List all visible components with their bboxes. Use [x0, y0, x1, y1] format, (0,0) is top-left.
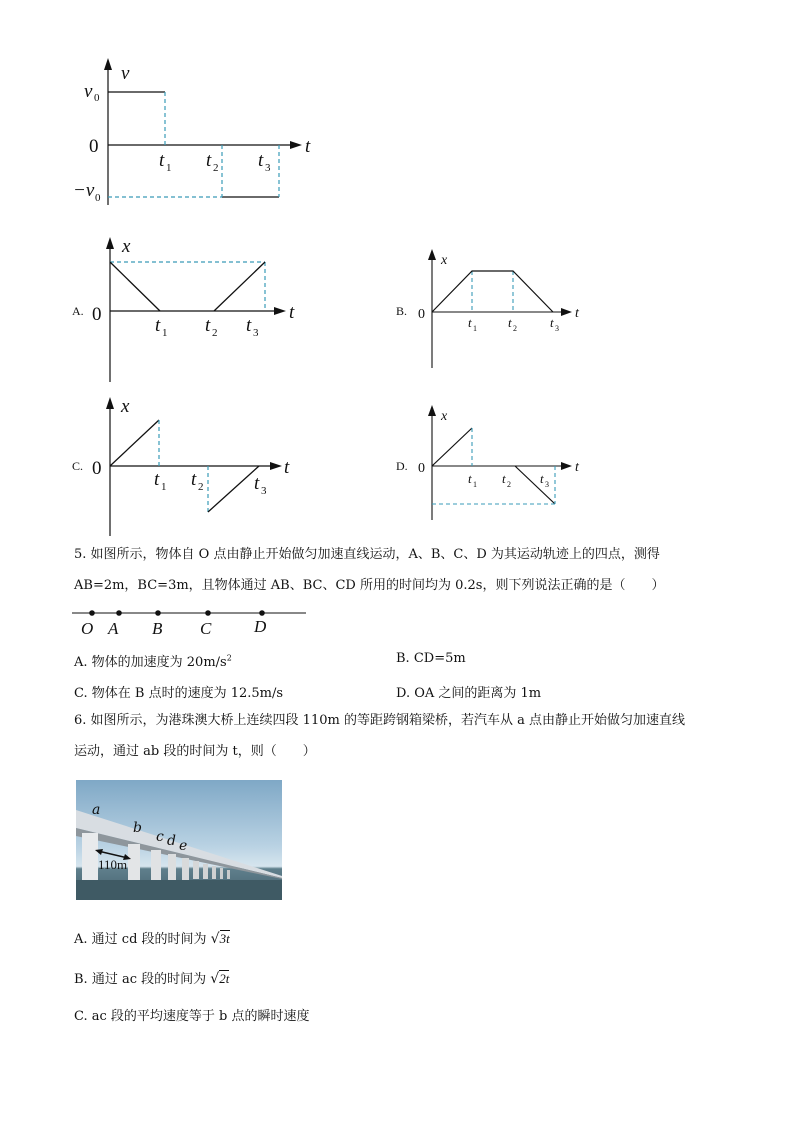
- sqrt-icon: √: [210, 971, 220, 987]
- q5-option-d[interactable]: D. OA 之间的距离为 1m: [396, 686, 542, 701]
- option-d-label: D.: [396, 459, 408, 473]
- q5-stem-line1: 5. 如图所示，物体自 O 点由静止开始做匀加速直线运动，A、B、C、D 为其运动轨迹上的四点，测得: [74, 547, 660, 562]
- svg-text:t: t: [254, 473, 260, 494]
- photo-label-e: e: [179, 838, 188, 854]
- vt-tick-t1-sub: 1: [166, 162, 172, 174]
- svg-text:O: O: [81, 619, 94, 638]
- point-o: [89, 610, 95, 616]
- svg-text:t: t: [155, 315, 161, 336]
- photo-label-a: a: [92, 802, 101, 818]
- svg-text:3: 3: [253, 327, 259, 339]
- q6-option-a-text: A. 通过 cd 段的时间为: [74, 932, 207, 947]
- q6-option-b[interactable]: [74, 968, 229, 987]
- svg-text:0: 0: [418, 461, 425, 476]
- option-b-label: B.: [396, 304, 408, 318]
- svg-text:t: t: [550, 315, 554, 330]
- vt-tick-t2-sub: 2: [213, 162, 219, 174]
- svg-text:t: t: [246, 315, 252, 336]
- bridge-photo: [76, 780, 282, 900]
- svg-text:x: x: [121, 396, 130, 417]
- point-c: [205, 610, 211, 616]
- vt-tick-t2: t: [206, 150, 212, 171]
- q5-option-a[interactable]: [74, 651, 232, 670]
- svg-text:1: 1: [473, 480, 477, 489]
- a-x-label: t: [289, 302, 295, 323]
- svg-text:t: t: [468, 315, 472, 330]
- vt-tick-negv0: −v: [73, 180, 95, 201]
- option-a-label: A.: [72, 304, 84, 318]
- q5-option-a-sup: 2: [226, 653, 232, 663]
- svg-text:0: 0: [418, 307, 425, 322]
- q6-option-c[interactable]: C. ac 段的平均速度等于 b 点的瞬时速度: [74, 1009, 310, 1024]
- q6-option-b-math: 2t: [219, 971, 230, 986]
- point-b: [155, 610, 161, 616]
- vt-tick-v0: v: [84, 81, 93, 102]
- a-y-label: x: [122, 236, 131, 257]
- svg-text:3: 3: [261, 485, 267, 497]
- svg-text:x: x: [441, 409, 448, 424]
- sqrt-icon: √: [210, 931, 220, 947]
- photo-label-d: d: [167, 833, 176, 849]
- svg-text:x: x: [441, 253, 448, 268]
- svg-text:2: 2: [198, 481, 204, 493]
- point-a: [116, 610, 122, 616]
- vt-tick-negv0-sub: 0: [95, 192, 101, 204]
- q5-option-c[interactable]: C. 物体在 B 点时的速度为 12.5m/s: [74, 686, 284, 701]
- photo-dimension-label: 110m: [98, 857, 128, 872]
- svg-text:1: 1: [161, 481, 167, 493]
- svg-text:t: t: [468, 471, 472, 486]
- svg-text:3: 3: [545, 480, 549, 489]
- q6-stem-line2: 运动，通过 ab 段的时间为 t，则（ ）: [74, 744, 316, 759]
- svg-text:t: t: [191, 469, 197, 490]
- svg-text:t: t: [575, 460, 579, 475]
- option-c-label: C.: [72, 459, 84, 473]
- svg-text:C: C: [200, 619, 212, 638]
- vt-tick-t3: t: [258, 150, 264, 171]
- vt-tick-t3-sub: 3: [265, 162, 271, 174]
- q6-option-a-math: 3t: [219, 931, 230, 946]
- vt-tick-v0-sub: 0: [94, 92, 100, 104]
- svg-text:1: 1: [162, 327, 168, 339]
- svg-text:1: 1: [473, 324, 477, 333]
- q5-option-a-text: A. 物体的加速度为 20m/s: [74, 655, 227, 670]
- vt-tick-zero: 0: [89, 136, 99, 157]
- photo-label-c: c: [156, 829, 164, 845]
- svg-text:t: t: [205, 315, 211, 336]
- q5-stem-line2: AB=2m，BC=3m，且物体通过 AB、BC、CD 所用的时间均为 0.2s，则下列说法正确的是（ ）: [74, 578, 665, 593]
- svg-text:0: 0: [92, 458, 102, 479]
- svg-text:D: D: [254, 617, 267, 636]
- vt-x-label: t: [305, 136, 311, 157]
- q6-option-a[interactable]: [74, 928, 230, 947]
- svg-text:2: 2: [212, 327, 218, 339]
- svg-text:t: t: [575, 306, 579, 321]
- svg-text:t: t: [502, 471, 506, 486]
- photo-label-b: b: [133, 820, 142, 836]
- svg-text:t: t: [154, 469, 160, 490]
- q6-stem-line1: 6. 如图所示，为港珠澳大桥上连续四段 110m 的等距跨钢箱梁桥，若汽车从 a 点由静止开始做匀加速直线: [74, 713, 685, 728]
- a-zero: 0: [92, 304, 102, 325]
- vt-y-label: v: [121, 63, 130, 84]
- svg-text:2: 2: [507, 480, 511, 489]
- svg-text:2: 2: [513, 324, 517, 333]
- svg-text:t: t: [540, 471, 544, 486]
- svg-text:B: B: [152, 619, 163, 638]
- vt-tick-t1: t: [159, 150, 165, 171]
- svg-text:t: t: [508, 315, 512, 330]
- q5-option-b[interactable]: B. CD=5m: [396, 651, 466, 666]
- svg-text:3: 3: [555, 324, 559, 333]
- svg-text:t: t: [284, 457, 290, 478]
- q6-option-b-text: B. 通过 ac 段的时间为: [74, 972, 207, 987]
- svg-text:A: A: [108, 619, 119, 638]
- point-d: [259, 610, 265, 616]
